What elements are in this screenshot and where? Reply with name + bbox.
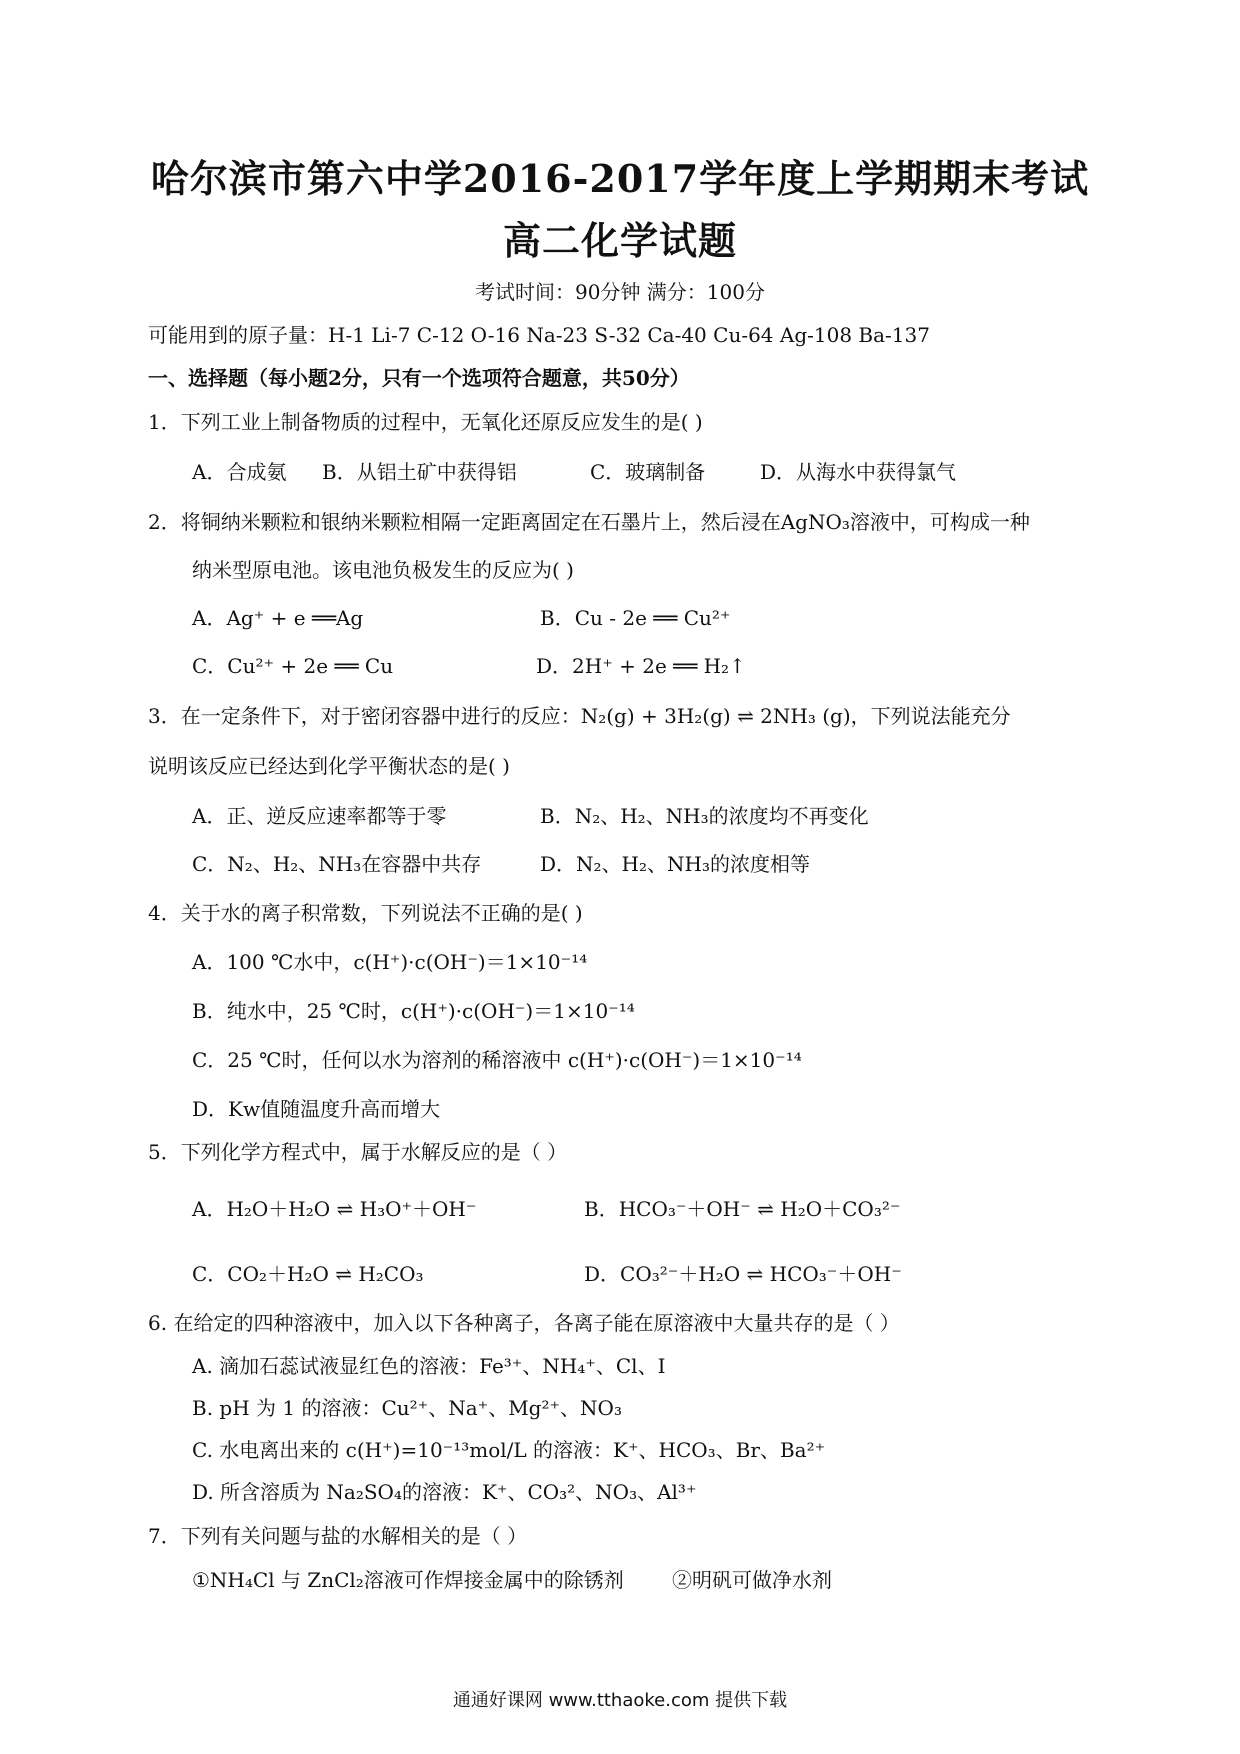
question-3-stem-line2: 说明该反应已经达到化学平衡状态的是( )	[148, 754, 510, 778]
question-5-option-b: B．HCO₃⁻＋OH⁻ ⇌ H₂O＋CO₃²⁻	[584, 1197, 901, 1221]
question-4-option-b: B．纯水中，25 ℃时，c(H⁺)·c(OH⁻)＝1×10⁻¹⁴	[192, 999, 635, 1023]
question-4-stem: 4．关于水的离子积常数，下列说法不正确的是( )	[148, 901, 583, 925]
question-1-stem: 1．下列工业上制备物质的过程中，无氧化还原反应发生的是( )	[148, 410, 703, 434]
question-1-option-b: B．从铝土矿中获得铝	[322, 460, 517, 484]
question-5-option-c: C．CO₂＋H₂O ⇌ H₂CO₃	[192, 1262, 424, 1286]
question-3-option-b: B．N₂、H₂、NH₃的浓度均不再变化	[540, 804, 869, 828]
exam-subtitle: 高二化学试题	[502, 218, 737, 263]
question-3-stem-line1: 3．在一定条件下，对于密闭容器中进行的反应：N₂(g) + 3H₂(g) ⇌ 2NH₃ (g)，下列说法能充分	[148, 704, 1011, 728]
question-4-option-c: C．25 ℃时，任何以水为溶剂的稀溶液中 c(H⁺)·c(OH⁻)＝1×10⁻¹⁴	[192, 1048, 802, 1072]
atomic-masses: 可能用到的原子量：H-1 Li-7 C-12 O-16 Na-23 S-32 Ca-40 Cu-64 Ag-108 Ba-137	[148, 323, 930, 347]
question-7-item-1: ①NH₄Cl 与 ZnCl₂溶液可作焊接金属中的除锈剂	[192, 1568, 624, 1592]
question-5-option-d: D．CO₃²⁻＋H₂O ⇌ HCO₃⁻＋OH⁻	[584, 1262, 902, 1286]
question-6-option-b: B. pH 为 1 的溶液：Cu²⁺、Na⁺、Mg²⁺、NO₃	[192, 1396, 622, 1420]
question-2-option-b: B．Cu - 2e ══ Cu²⁺	[540, 606, 731, 630]
question-6-stem: 6. 在给定的四种溶液中，加入以下各种离子，各离子能在原溶液中大量共存的是（ ）	[148, 1311, 900, 1335]
question-4-option-d: D．Kw值随温度升高而增大	[192, 1097, 441, 1121]
question-1-option-c: C．玻璃制备	[590, 460, 706, 484]
question-2-option-c: C．Cu²⁺ + 2e ══ Cu	[192, 654, 394, 678]
exam-info: 考试时间：90分钟 满分：100分	[475, 280, 765, 304]
question-3-option-a: A．正、逆反应速率都等于零	[192, 804, 447, 828]
question-3-option-c: C．N₂、H₂、NH₃在容器中共存	[192, 852, 482, 876]
section-heading: 一、选择题（每小题2分，只有一个选项符合题意，共50分）	[148, 366, 690, 390]
question-6-option-a: A. 滴加石蕊试液显红色的溶液：Fe³⁺、NH₄⁺、Cl、I	[192, 1354, 666, 1378]
question-3-option-d: D．N₂、H₂、NH₃的浓度相等	[540, 852, 810, 876]
question-2-stem-line1: 2．将铜纳米颗粒和银纳米颗粒相隔一定距离固定在石墨片上，然后浸在AgNO₃溶液中，可构成一种	[148, 510, 1030, 534]
question-4-option-a: A．100 ℃水中，c(H⁺)·c(OH⁻)＝1×10⁻¹⁴	[192, 950, 588, 974]
question-6-option-d: D. 所含溶质为 Na₂SO₄的溶液：K⁺、CO₃²、NO₃、Al³⁺	[192, 1480, 697, 1504]
question-6-option-c: C. 水电离出来的 c(H⁺)=10⁻¹³mol/L 的溶液：K⁺、HCO₃、Br、Ba²⁺	[192, 1438, 826, 1462]
exam-title: 哈尔滨市第六中学2016-2017学年度上学期期末考试	[150, 156, 1090, 201]
question-2-stem-line2: 纳米型原电池。该电池负极发生的反应为( )	[192, 558, 574, 582]
question-5-stem: 5．下列化学方程式中，属于水解反应的是（ ）	[148, 1140, 568, 1164]
question-2-option-d: D．2H⁺ + 2e ══ H₂↑	[536, 654, 746, 678]
page-footer: 通通好课网 www.tthaoke.com 提供下载	[452, 1690, 788, 1711]
question-7-stem: 7．下列有关问题与盐的水解相关的是（ ）	[148, 1524, 528, 1548]
question-7-item-2: ②明矾可做净水剂	[672, 1568, 832, 1592]
question-1-option-d: D．从海水中获得氯气	[760, 460, 957, 484]
question-2-option-a: A．Ag⁺ + e ══Ag	[192, 606, 364, 630]
question-1-option-a: A．合成氨	[192, 460, 287, 484]
question-5-option-a: A．H₂O＋H₂O ⇌ H₃O⁺＋OH⁻	[192, 1197, 477, 1221]
